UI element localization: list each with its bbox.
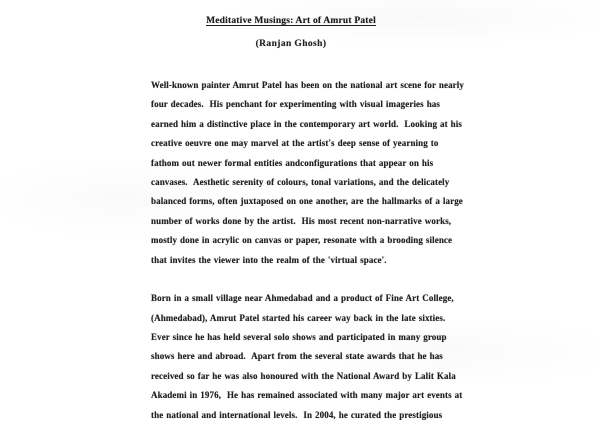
text-line: the national and international levels. In 2004, he curated the prestigious (151, 409, 443, 420)
paragraph (151, 76, 551, 270)
text-line: (Ahmedabad), Amrut Patel started his career way back in the late sixties. (151, 312, 446, 323)
text-line: Akademi in 1976, He has remained associated with many major art events at (151, 390, 463, 401)
text-line: creative oeuvre one may marvel at the artist's deep sense of yearning to (151, 138, 439, 149)
text-line: Born in a small village near Ahmedabad and a product of Fine Art College, (151, 293, 454, 304)
paragraph (151, 289, 551, 425)
document-header (0, 16, 582, 49)
text-line: balanced forms, often juxtaposed on one another, are the hallmarks of a large (151, 196, 463, 207)
text-line: fathom out newer formal entities andconfigurations that appear on his (151, 157, 434, 168)
text-line: shows here and abroad. Apart from the several state awards that he has (151, 351, 443, 362)
document-body (151, 76, 551, 444)
text-line: Ever since he has held several solo shows and participated in many group (151, 332, 447, 343)
text-line: canvases. Aesthetic serenity of colours, tonal variations, and the delicately (151, 176, 450, 187)
text-line: Well-known painter Amrut Patel has been on the national art scene for nearly (151, 80, 464, 90)
text-line: four decades. His penchant for experimenting with visual imageries has (151, 99, 441, 110)
text-line: received so far he was also honoured with the National Award by Lalit Kala (151, 370, 456, 381)
text-line: earned him a distinctive place in the contemporary art world. Looking at his (151, 118, 462, 129)
document-byline: (Ranjan Ghosh) (255, 39, 327, 49)
document-title: Meditative Musings: Art of Amrut Patel (206, 16, 376, 26)
text-line: number of works done by the artist. His most recent non-narrative works, (151, 215, 452, 226)
text-line: mostly done in acrylic on canvas or paper, resonate with a brooding silence (151, 235, 453, 246)
text-line: that invites the viewer into the realm of the 'virtual space'. (151, 254, 387, 265)
